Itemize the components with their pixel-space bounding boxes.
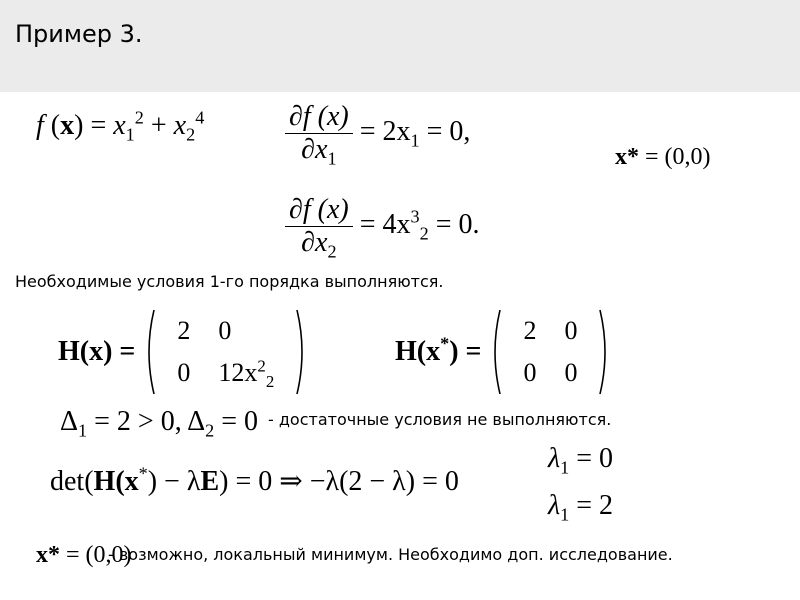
conclusion-text: - возможно, локальный минимум. Необходимо доп. исследование.	[108, 545, 673, 564]
left-paren	[142, 308, 156, 396]
characteristic-equation: det(H(x*) − λE) = 0 ⇒ −λ(2 − λ) = 0	[50, 463, 459, 497]
necessary-conditions-text: Необходимые условия 1-го порядка выполняются.	[15, 272, 444, 291]
hessian-at-point: H(x*) = 2 0 0 0	[395, 308, 612, 396]
hessian-matrix-point: 2 0 0 0	[523, 316, 578, 387]
eigenvalue-2: $\lambda_1 = 2$	[548, 490, 614, 525]
function-definition: f $(x) = x_1^2 + x_2^4$	[36, 107, 205, 145]
stationary-point-top: x* = (0,0)	[615, 144, 711, 170]
eigenvalue-1: $\lambda_1 = 0$	[548, 443, 614, 478]
principal-minors: $\Delta_1 = 2 > 0$, $\Delta_2 = 0$	[60, 406, 259, 441]
left-paren	[488, 308, 502, 396]
hessian-matrix-general: 2 0 0 $12x^2_2$	[177, 316, 275, 392]
stationary-point-bottom: x* = (0,0)	[36, 542, 132, 568]
title-bar	[0, 0, 800, 92]
slide-title: Пример 3.	[15, 20, 143, 48]
partial-derivative-x2: $\frac{\partial f (x)}{\partial x_2}$ = $4x^3_2 = 0$.	[285, 196, 479, 257]
right-paren	[598, 308, 612, 396]
partial-derivative-x1: $\frac{\partial f (x)}{\partial x_1}$ = $2x_1 = 0$,	[285, 103, 470, 164]
sufficient-conditions-text: - достаточные условия не выполняются.	[268, 410, 612, 429]
hessian-general: H(x) = 2 0 0 $12x^2_2$	[58, 308, 309, 396]
right-paren	[295, 308, 309, 396]
